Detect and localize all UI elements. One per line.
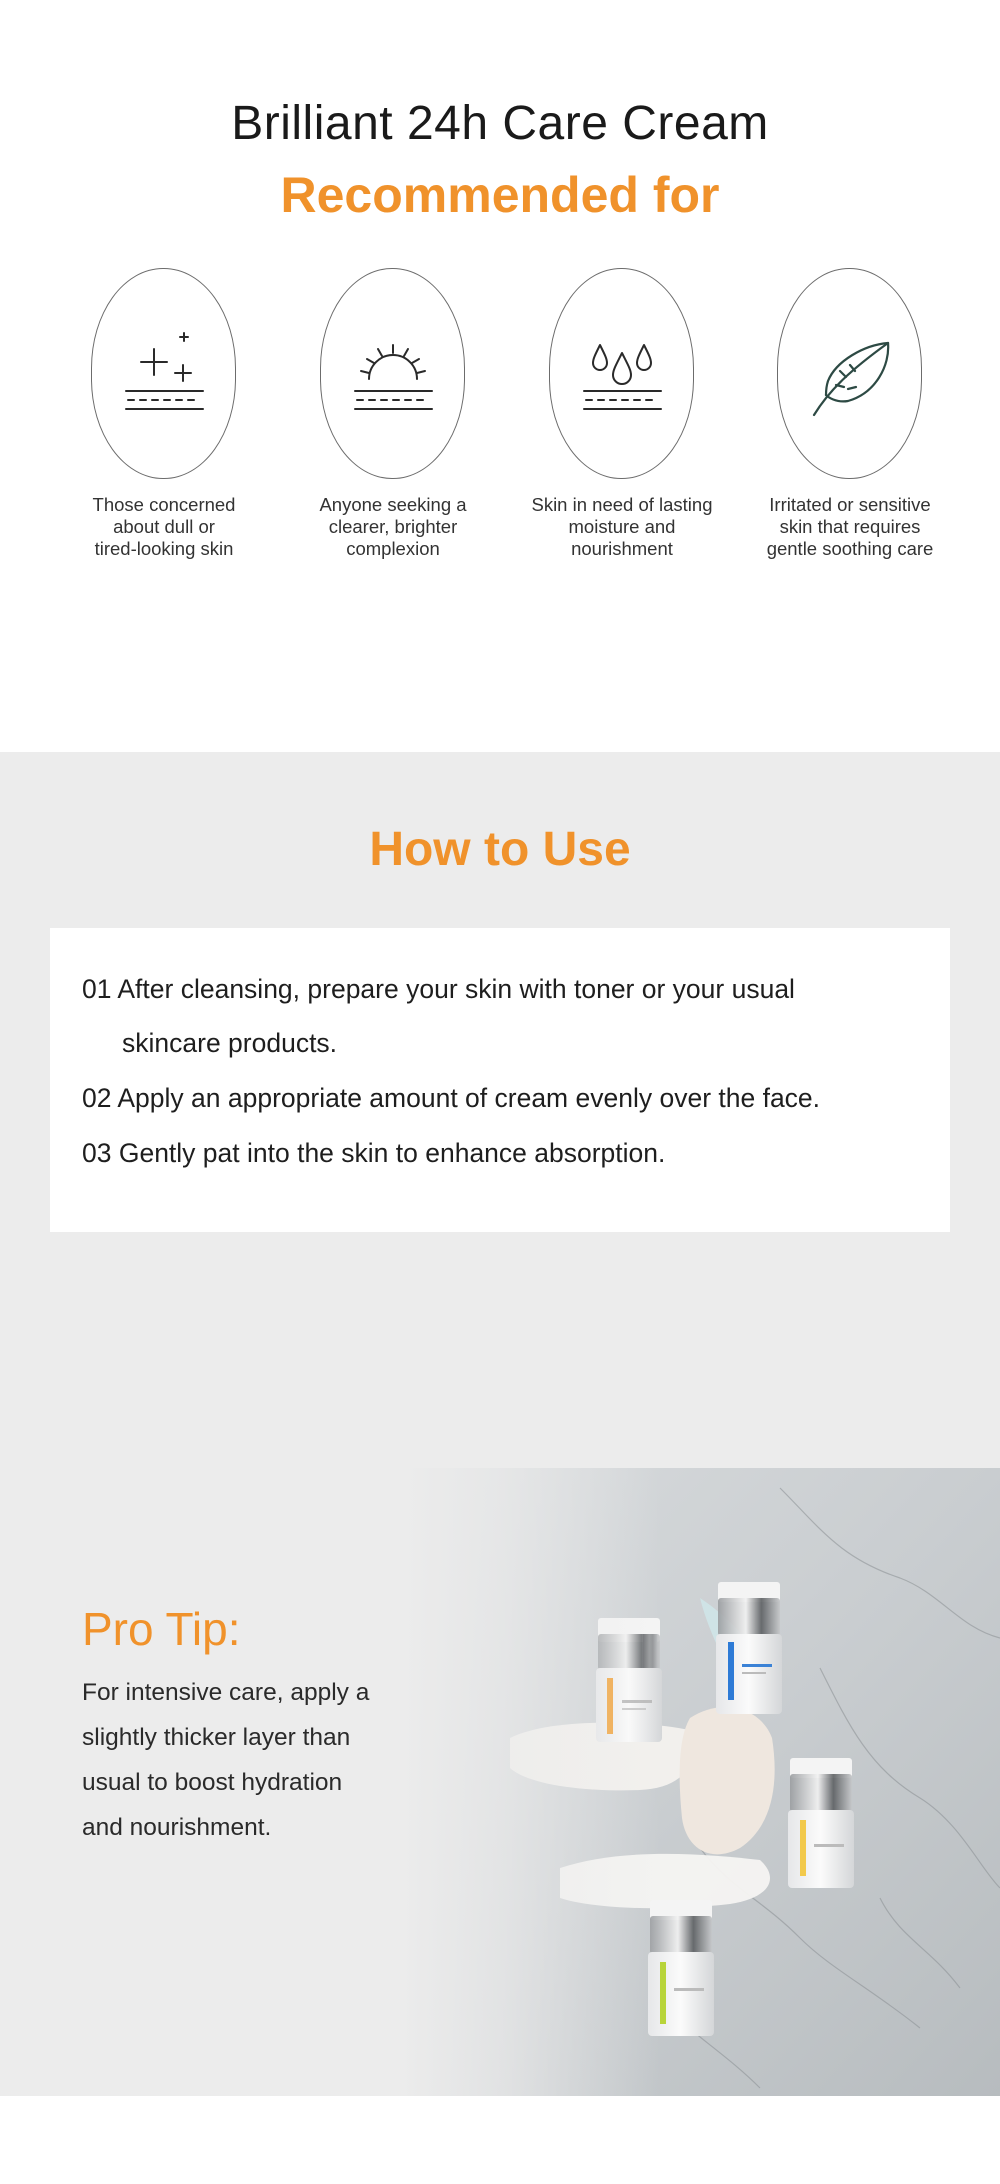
recommendation-list [0,268,1000,568]
recommended-section [0,0,1000,752]
icon-frame [320,268,465,479]
product-title: Brilliant 24h Care Cream [231,97,769,150]
recommendation-caption [56,494,272,560]
icon-frame [91,268,236,479]
caption-line: nourishment [571,538,673,559]
caption-line: complexion [346,538,440,559]
recommendation-caption [514,494,730,560]
pro-tip-line: For intensive care, apply a [82,1679,370,1706]
pro-tip-line: slightly thicker layer than [82,1724,351,1751]
pro-tip-line: usual to boost hydration [82,1769,343,1796]
sun-skin-icon [321,269,466,480]
jar-yellow [788,1758,854,1888]
water-drops-skin-icon [550,269,695,480]
step-3: 03 Gently pat into the skin to enhance absorption. [82,1138,666,1168]
recommendation-caption [742,494,958,560]
step-1: 01 After cleansing, prepare your skin with toner or your usual [82,974,795,1004]
sparkle-skin-icon [92,269,237,480]
jar-blue [716,1582,782,1714]
caption-line: gentle soothing care [766,538,934,559]
caption-line: clearer, brighter [328,516,458,537]
pro-tip-heading: Pro Tip: [82,1603,241,1655]
caption-line: Those concerned [92,494,236,515]
caption-line: about dull or [113,516,215,537]
step-2: 02 Apply an appropriate amount of cream evenly over the face. [82,1083,821,1113]
caption-line: skin that requires [779,516,921,537]
caption-line: Skin in need of lasting [531,494,713,515]
caption-line: Anyone seeking a [319,494,467,515]
photo-fade-overlay [400,1468,660,2096]
icon-frame [777,268,922,479]
how-to-use-heading: How to Use [369,823,631,876]
icon-frame [549,268,694,479]
caption-line: tired-looking skin [94,538,234,559]
caption-line: Irritated or sensitive [769,494,931,515]
pro-tip-text [82,1670,422,1850]
caption-line: moisture and [568,516,676,537]
recommended-heading: Recommended for [280,167,720,223]
leaf-icon [778,269,923,480]
how-to-use-section [0,752,1000,2096]
step-1-continued: skincare products. [122,1028,338,1058]
instructions-panel [50,928,950,1232]
recommendation-caption [285,494,501,560]
pro-tip-line: and nourishment. [82,1814,272,1841]
